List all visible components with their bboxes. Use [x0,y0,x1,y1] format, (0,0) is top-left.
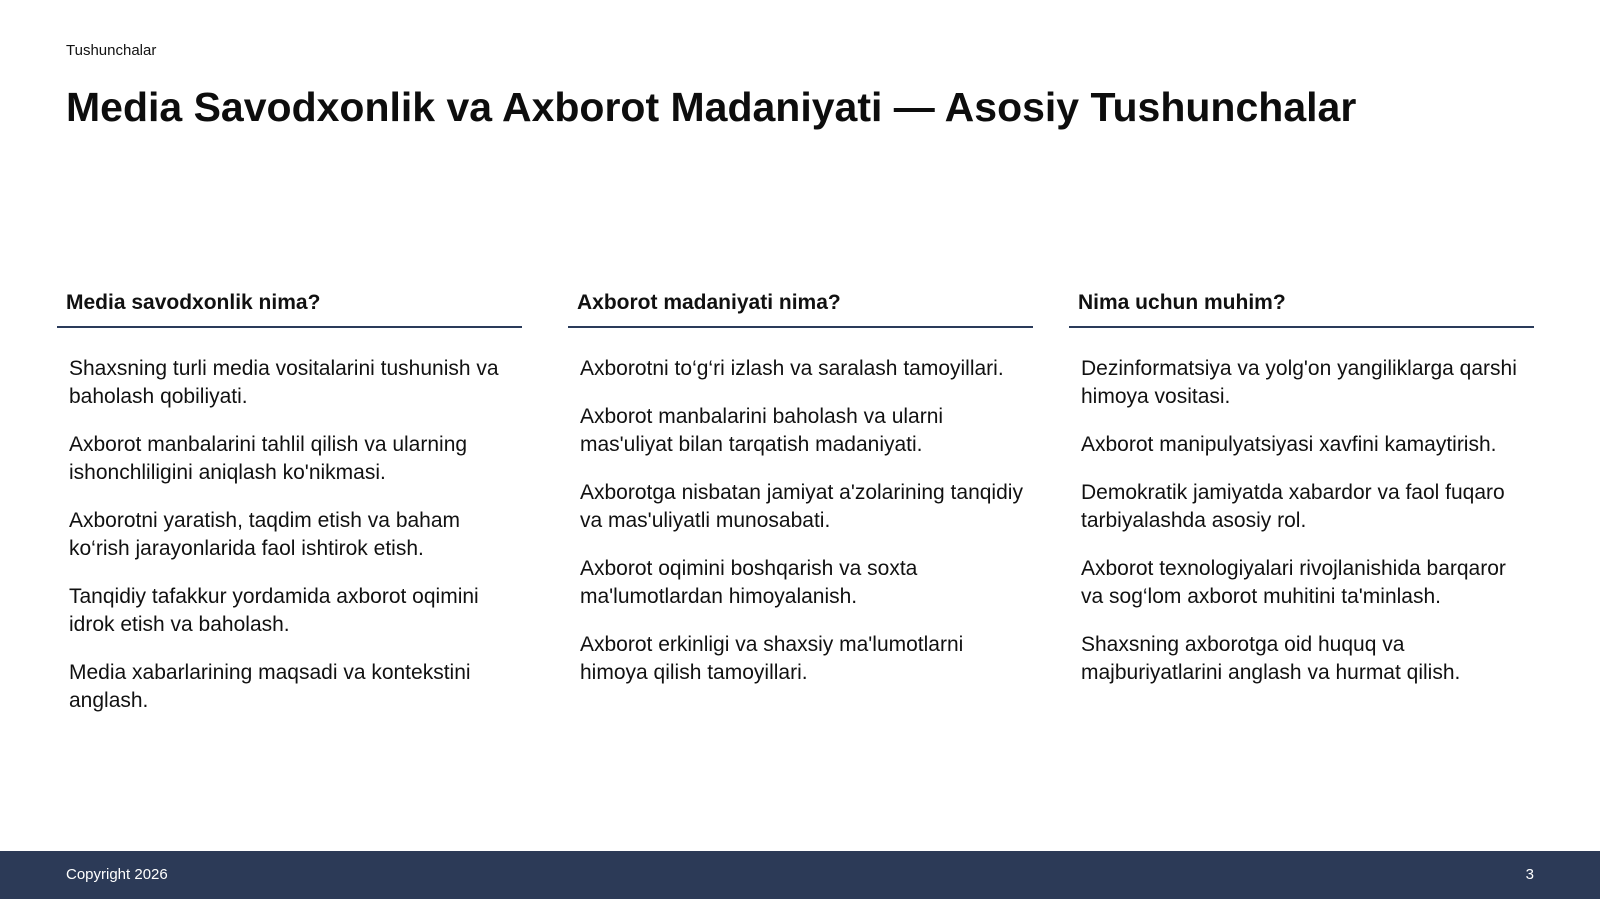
column-heading: Nima uchun muhim? [1069,290,1534,328]
column-information-culture [568,290,1033,707]
column-media-literacy [57,290,522,735]
list-item: Axborotni yaratish, taqdim etish va baham ko‘rish jarayonlarida faol ishtirok etish. [69,509,461,560]
column-heading: Axborot madaniyati nima? [568,290,1033,328]
column-why-important [1069,290,1534,707]
list-item: Axborot manbalarini tahlil qilish va ularning ishonchliligini aniqlash ko'nikmasi. [69,433,468,484]
list-item: Tanqidiy tafakkur yordamida axborot oqimini idrok etish va baholash. [69,585,479,636]
footer-bar [0,851,1600,899]
list-item: Axborot manipulyatsiyasi xavfini kamaytirish. [1081,433,1497,456]
list-item: Media xabarlarining maqsadi va kontekstini anglash. [69,661,471,712]
list-item: Axborot erkinligi va shaxsiy ma'lumotlarni himoya qilish tamoyillari. [580,633,964,684]
list-item: Axborotga nisbatan jamiyat a'zolarining tanqidiy va mas'uliyatli munosabati. [580,481,1023,532]
list-item: Dezinformatsiya va yolg'on yangiliklarga qarshi himoya vositasi. [1081,357,1517,408]
column-list [57,328,522,715]
column-list [568,328,1033,687]
list-item: Shaxsning turli media vositalarini tushunish va baholash qobiliyati. [69,357,499,408]
list-item: Demokratik jamiyatda xabardor va faol fuqaro tarbiyalashda asosiy rol. [1081,481,1505,532]
page-number: 3 [1525,866,1534,883]
column-list [1069,328,1534,687]
list-item: Axborot texnologiyalari rivojlanishida barqaror va sog‘lom axborot muhitini ta'minlash. [1081,557,1506,608]
list-item: Axborot oqimini boshqarish va soxta ma'lumotlardan himoyalanish. [580,557,918,608]
list-item: Axborotni to‘g‘ri izlash va saralash tamoyillari. [580,357,1004,380]
section-label: Tushunchalar [66,42,157,59]
column-heading: Media savodxonlik nima? [57,290,522,328]
list-item: Shaxsning axborotga oid huquq va majburiyatlarini anglash va hurmat qilish. [1081,633,1461,684]
copyright-text: Copyright 2026 [66,866,168,883]
list-item: Axborot manbalarini baholash va ularni mas'uliyat bilan tarqatish madaniyati. [580,405,944,456]
slide-title: Media Savodxonlik va Axborot Madaniyati — Asosiy Tushunchalar [66,84,1357,130]
